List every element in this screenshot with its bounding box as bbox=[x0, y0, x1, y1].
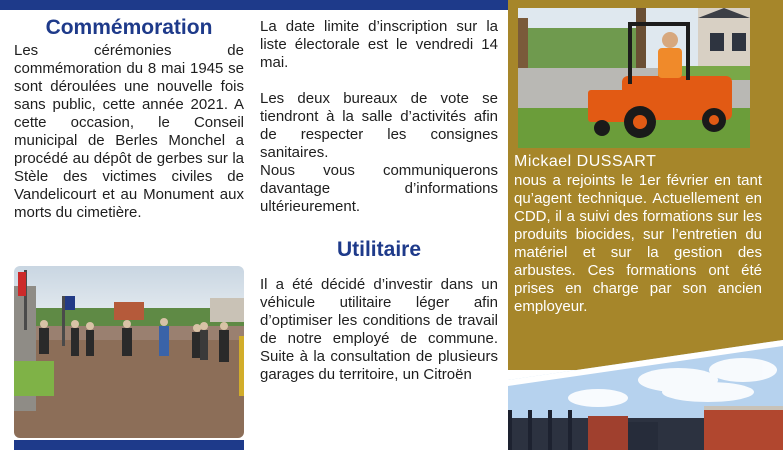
commemoration-photo bbox=[14, 266, 244, 438]
registration-deadline-text: La date limite d’inscription sur la liste électorale est le vendredi 14 mai. bbox=[260, 18, 498, 71]
commemoration-title: Commémoration bbox=[45, 16, 213, 39]
bottom-decor-bar bbox=[14, 440, 244, 450]
employee-description: nous a rejoints le 1er février en tant qu’agent technique. Actuellement en CDD, il a suivi des formations sur les produits biocides, sur l’entretien du matériel et sur la gestion des arbustes. Ces formations ont été prises en charge par son ancien employeur. bbox=[514, 172, 762, 315]
utilitaire-text: Il a été décidé d’investir dans un véhicule utilitaire léger afin d’optimiser les conditions de travail de notre employé de commune. Suite à la consultation de plusieurs garages du territoire, un Citroën bbox=[260, 276, 498, 383]
employee-name: Mickael DUSSART bbox=[514, 153, 657, 170]
commemoration-text: Les cérémonies de commémoration du 8 mai 1945 se sont déroulées une nouvelle fois sans public, cette année 2021. A cette occasion, le Conseil municipal de Berles Monchel a procédé au dépôt de gerbes sur la Stèle des victimes civiles de Vandelicourt et au Monument aux morts du cimetière. bbox=[14, 42, 244, 221]
new-employee-section bbox=[508, 0, 783, 450]
polling-stations-text: Les deux bureaux de vote se tiendront à la salle d’activités afin de respecter les consignes sanitaires. bbox=[260, 90, 498, 161]
fence-photo bbox=[508, 340, 783, 450]
utilitaire-title: Utilitaire bbox=[336, 238, 422, 261]
employee-mower-photo bbox=[518, 8, 750, 148]
commemoration-section bbox=[14, 16, 244, 222]
elections-section bbox=[260, 18, 498, 384]
more-info-text: Nous vous communiquerons davantage d’informations ultérieurement. bbox=[260, 162, 498, 215]
